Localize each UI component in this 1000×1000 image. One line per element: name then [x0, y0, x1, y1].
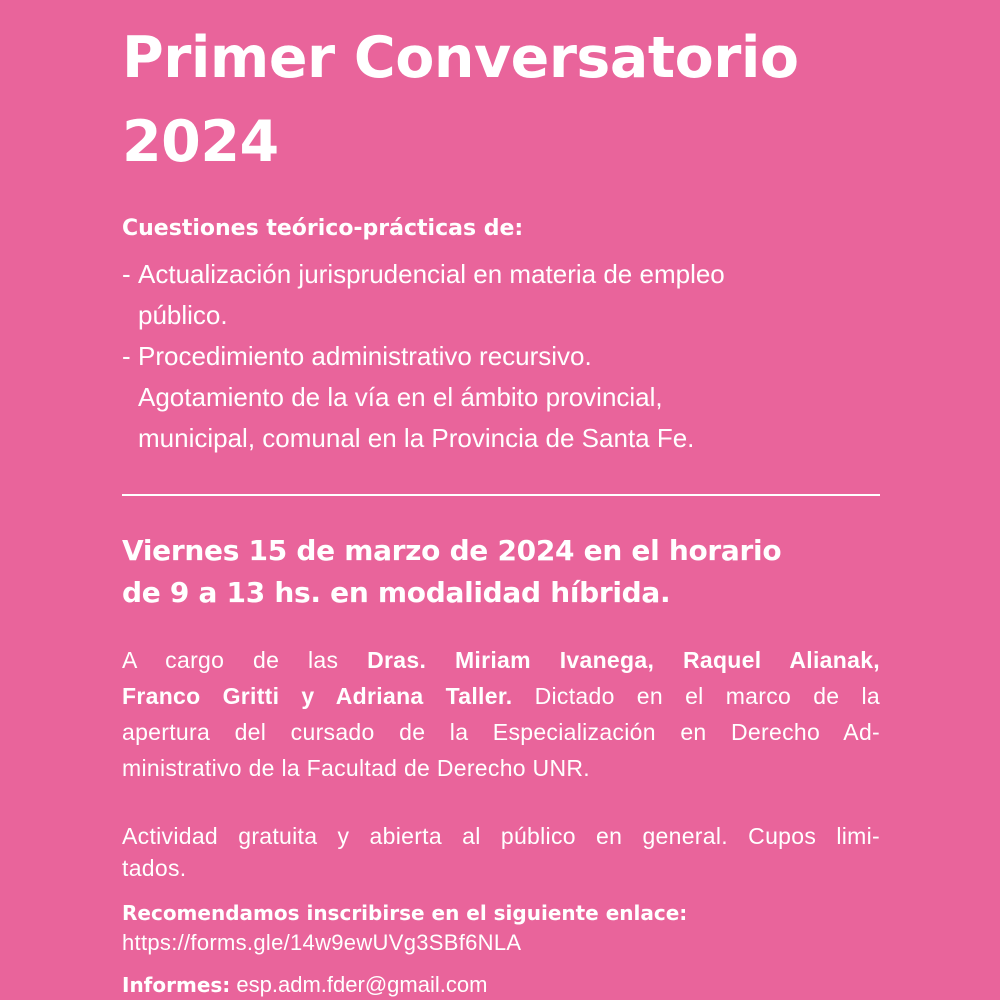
divider [122, 494, 880, 496]
topics-section [122, 214, 880, 459]
description-rest: Dictado en el marco de la [512, 683, 880, 709]
registration-section [122, 898, 880, 958]
topic-line: Actualización jurisprudencial en materia de empleo [138, 259, 725, 289]
registration-label: Recomendamos inscribirse en el siguiente enlace: [122, 901, 688, 925]
speakers-line-2: Franco Gritti y Adriana Taller. [122, 683, 513, 709]
flyer [122, 0, 880, 1000]
free-line-1: Actividad gratuita y abierta al público en general. Cupos limi- [122, 823, 880, 849]
contact-label: Informes: [122, 973, 231, 997]
event-line-2: de 9 a 13 hs. en modalidad híbrida. [122, 576, 671, 609]
speakers-line-1: Dras. Miriam Ivanega, Raquel Alianak, [367, 647, 880, 673]
page-title [122, 16, 880, 184]
topic-line: municipal, comunal en la Provincia de Santa Fe. [138, 423, 695, 453]
free-activity-note [122, 820, 880, 884]
free-line-2: tados. [122, 855, 187, 881]
description-intro: A cargo de las [122, 647, 368, 673]
topic-item-2 [122, 336, 880, 459]
event-line-1: Viernes 15 de marzo de 2024 en el horario [122, 534, 782, 567]
event-date-heading [122, 530, 880, 614]
topics-heading: Cuestiones teórico-prácticas de: [122, 216, 524, 241]
topic-line: Agotamiento de la vía en el ámbito provincial, [138, 382, 663, 412]
topic-item-1 [122, 254, 880, 336]
title-line-1: Primer Conversatorio [122, 25, 799, 91]
topic-line: público. [138, 300, 228, 330]
contact-email[interactable]: esp.adm.fder@gmail.com [236, 972, 488, 997]
description-paragraph [122, 642, 880, 786]
topic-dash: - [122, 341, 131, 371]
registration-link[interactable]: https://forms.gle/14w9ewUVg3SBf6NLA [122, 930, 522, 955]
topic-dash: - [122, 259, 131, 289]
title-line-2: 2024 [122, 109, 279, 175]
description-line-4: ministrativo de la Facultad de Derecho UNR. [122, 755, 590, 781]
description-line-1 [122, 642, 880, 678]
topic-line: Procedimiento administrativo recursivo. [138, 341, 592, 371]
description-line-2 [122, 678, 880, 714]
contact-section [122, 970, 880, 1000]
description-line-3: apertura del cursado de la Especialización en Derecho Ad- [122, 719, 880, 745]
